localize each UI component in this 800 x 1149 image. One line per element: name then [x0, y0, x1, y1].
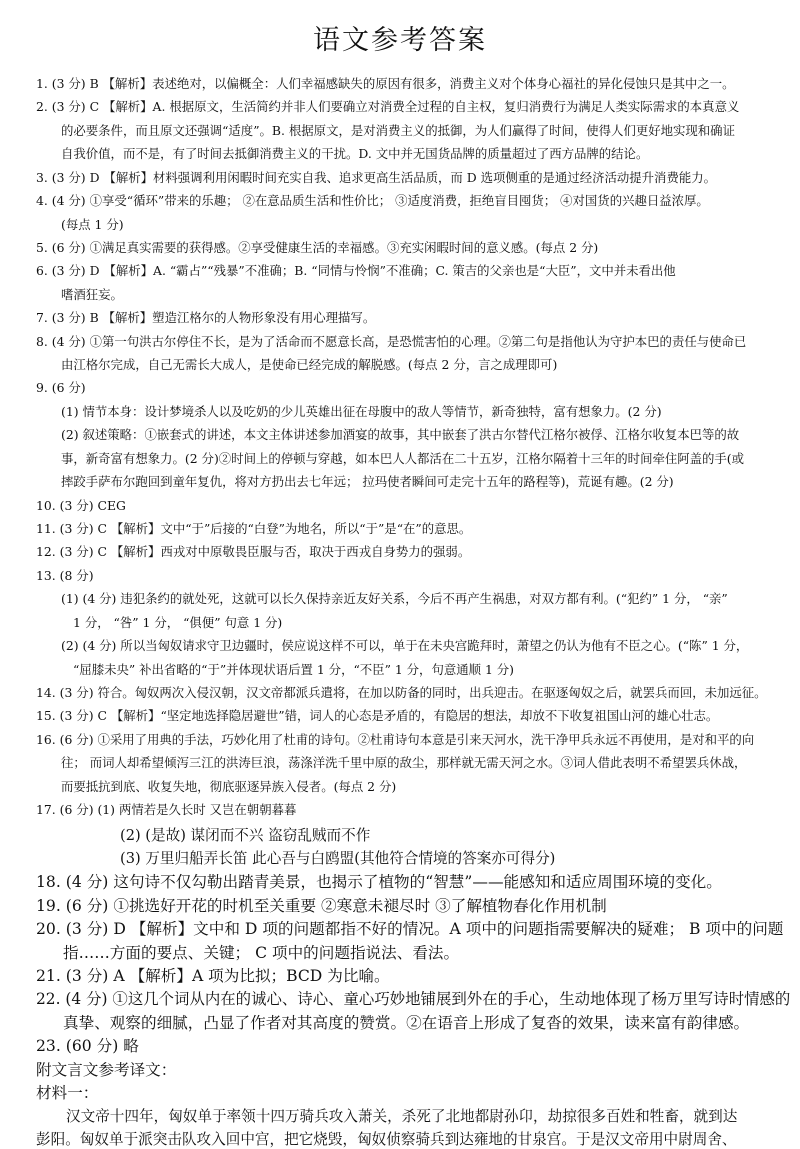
- text-line: 往； 而词人却希望倾泻三江的洪涛巨浪，荡涤洋洗千里中原的敌尘，那样就无需天河之水。③词人借此表明不希望罢兵休战，: [61, 755, 746, 770]
- text-line: 6. (3 分) D 【解析】A. “霸占”“残暴”不准确；B. “同情与怜悯”不准确；C. 策吉的父亲也是“大臣”，文中并未看出他: [36, 263, 676, 278]
- text-line: (2) (4 分) 所以当匈奴请求守卫边疆时，侯应说这样不可以，单于在未央宫跪拜时，萧望之仍认为他有不臣之心。(“陈” 1 分，: [61, 638, 748, 653]
- text-line: 4. (4 分) ①享受“循环”带来的乐趣； ②在意品质生活和性价比； ③适度消费，拒绝盲目囤货； ④对国货的兴趣日益浓厚。: [36, 193, 709, 208]
- text-line: (3) 万里归船弄长笛 此心吾与白鸥盟(其他符合情境的答案亦可得分): [120, 850, 555, 867]
- text-line: “屈膝未央” 补出省略的“于”并体现状语后置 1 分，“不臣” 1 分，句意通顺 1 分): [73, 662, 514, 677]
- text-line: 彭阳。匈奴单于派突击队攻入回中宫，把它烧毁，匈奴侦察骑兵到达雍地的甘泉宫。于是汉文帝用中尉周舍、: [36, 1131, 737, 1148]
- text-line: 10. (3 分) CEG: [36, 498, 126, 513]
- text-line: 而要抵抗到底、收复失地，彻底驱逐异族入侵者。(每点 2 分): [61, 779, 396, 794]
- text-line: 18. (4 分) 这句诗不仅勾勒出踏青美景，也揭示了植物的“智慧”——能感知和适应周围环境的变化。: [36, 873, 722, 891]
- text-line: 5. (6 分) ①满足真实需要的获得感。②享受健康生活的幸福感。③充实闲暇时间的意义感。(每点 2 分): [36, 240, 598, 255]
- text-line: 12. (3 分) C 【解析】西戎对中原敬畏臣服与否，取决于西戎自身势力的强弱。: [36, 544, 470, 559]
- text-line: 8. (4 分) ①第一句洪古尔停住不长，是为了活命而不愿意长高，是恐慌害怕的心理。②第二句是指他认为守护本巴的责任与使命已: [36, 334, 746, 349]
- text-line: (每点 1 分): [61, 217, 124, 232]
- text-line: 汉文帝十四年，匈奴单于率领十四万骑兵攻入萧关，杀死了北地都尉孙卬，劫掠很多百姓和牲畜，就到达: [66, 1108, 737, 1125]
- text-line: (2) (是故) 谋闭而不兴 盗窃乱贼而不作: [120, 827, 370, 844]
- text-line: 17. (6 分) (1) 两情若是久长时 又岂在朝朝暮暮: [36, 802, 296, 817]
- text-line: 11. (3 分) C 【解析】文中“于”后接的“白登”为地名，所以“于”是“在”的意思。: [36, 521, 471, 536]
- text-line: 材料一：: [36, 1084, 98, 1102]
- text-line: 14. (3 分) 符合。匈奴两次入侵汉朝，汉文帝都派兵遣将，在加以防备的同时，出兵迎击。在驱逐匈奴之后，就罢兵而回，未加远征。: [36, 685, 767, 700]
- text-line: 7. (3 分) B 【解析】塑造江格尔的人物形象没有用心理描写。: [36, 310, 375, 325]
- text-line: 15. (3 分) C 【解析】“坚定地选择隐居避世”错，词人的心态是矛盾的，有隐居的想法，却放不下收复祖国山河的雄心壮志。: [36, 708, 718, 723]
- text-line: 19. (6 分) ①挑选好开花的时机至关重要 ②寒意未褪尽时 ③了解植物春化作用机制: [36, 897, 607, 915]
- text-line: 自我价值，而不是，有了时间去抵御消费主义的干扰。D. 文中并无国货品牌的质量超过了西方品牌的结论。: [61, 146, 648, 161]
- text-line: 22. (4 分) ①这几个词从内在的诚心、诗心、童心巧妙地铺展到外在的手心，生动地体现了杨万里写诗时情感的: [36, 990, 790, 1008]
- text-line: 1 分， “咎” 1 分， “俱便” 句意 1 分): [73, 615, 282, 630]
- text-line: 真挚、观察的细腻，凸显了作者对其高度的赞赏。②在语音上形成了复沓的效果，读来富有韵律感。: [63, 1014, 749, 1032]
- text-line: 的必要条件，而且原文还强调“适度”。B. 根据原文，是对消费主义的抵御，为人们赢得了时间，使得人们更好地实现和确证: [61, 123, 735, 138]
- text-line: 13. (8 分): [36, 568, 94, 583]
- text-line: 20. (3 分) D 【解析】文中和 D 项的问题都指不好的情况。A 项中的问题指需要解决的疑难； B 项中的问题: [36, 920, 783, 938]
- text-line: 附文言文参考译文：: [36, 1061, 176, 1079]
- text-line: 9. (6 分): [36, 380, 86, 395]
- text-line: (1) 情节本身：设计梦境杀人以及吃奶的少儿英雄出征在母腹中的敌人等情节，新奇独特，富有想象力。(2 分): [61, 404, 662, 419]
- page-title: 语文参考答案: [313, 25, 487, 56]
- text-line: 由江格尔完成，自己无需长大成人，是使命已经完成的解脱感。(每点 2 分，言之成理即可): [61, 357, 557, 372]
- text-line: (2) 叙述策略：①嵌套式的讲述，本文主体讲述参加酒宴的故事，其中嵌套了洪古尔替代江格尔被俘、江格尔收复本巴等的故: [61, 427, 739, 442]
- text-line: 16. (6 分) ①采用了用典的手法，巧妙化用了杜甫的诗句。②杜甫诗句本意是引来天河水，洗干净甲兵永远不再使用，是对和平的向: [36, 732, 754, 747]
- text-line: (1) (4 分) 违犯条约的就处死，这就可以长久保持亲近友好关系，今后不再产生祸患，对双方都有利。(“犯约” 1 分， “亲”: [61, 591, 728, 606]
- text-line: 事，新奇富有想象力。(2 分)②时间上的停顿与穿越，如本巴人人都活在二十五岁，江格尔隔着十三年的时间牵住阿盖的手(或: [61, 451, 744, 466]
- text-line: 3. (3 分) D 【解析】材料强调利用闲暇时间充实自我、追求更高生活品质，而 D 选项侧重的是通过经济活动提升消费能力。: [36, 170, 716, 185]
- text-line: 23. (60 分) 略: [36, 1037, 139, 1055]
- text-line: 21. (3 分) A 【解析】A 项为比拟；BCD 为比喻。: [36, 967, 390, 985]
- text-line: 嗜酒狂妄。: [61, 287, 123, 302]
- text-line: 指……方面的要点、关键； C 项中的问题指说法、看法。: [63, 944, 459, 962]
- text-line: 2. (3 分) C 【解析】A. 根据原文，生活简约并非人们要确立对消费全过程的自主权，复归消费行为满足人类实际需求的本真意义: [36, 99, 739, 114]
- text-line: 摔跤手萨布尔跑回到童年复仇，将对方扔出去七年远； 拉玛使者瞬间可走完十五年的路程等)，荒诞有趣。(2 分): [61, 474, 674, 489]
- text-line: 1. (3 分) B 【解析】表述绝对，以偏概全：人们幸福感缺失的原因有很多，消费主义对个体身心福社的异化侵蚀只是其中之一。: [36, 76, 735, 91]
